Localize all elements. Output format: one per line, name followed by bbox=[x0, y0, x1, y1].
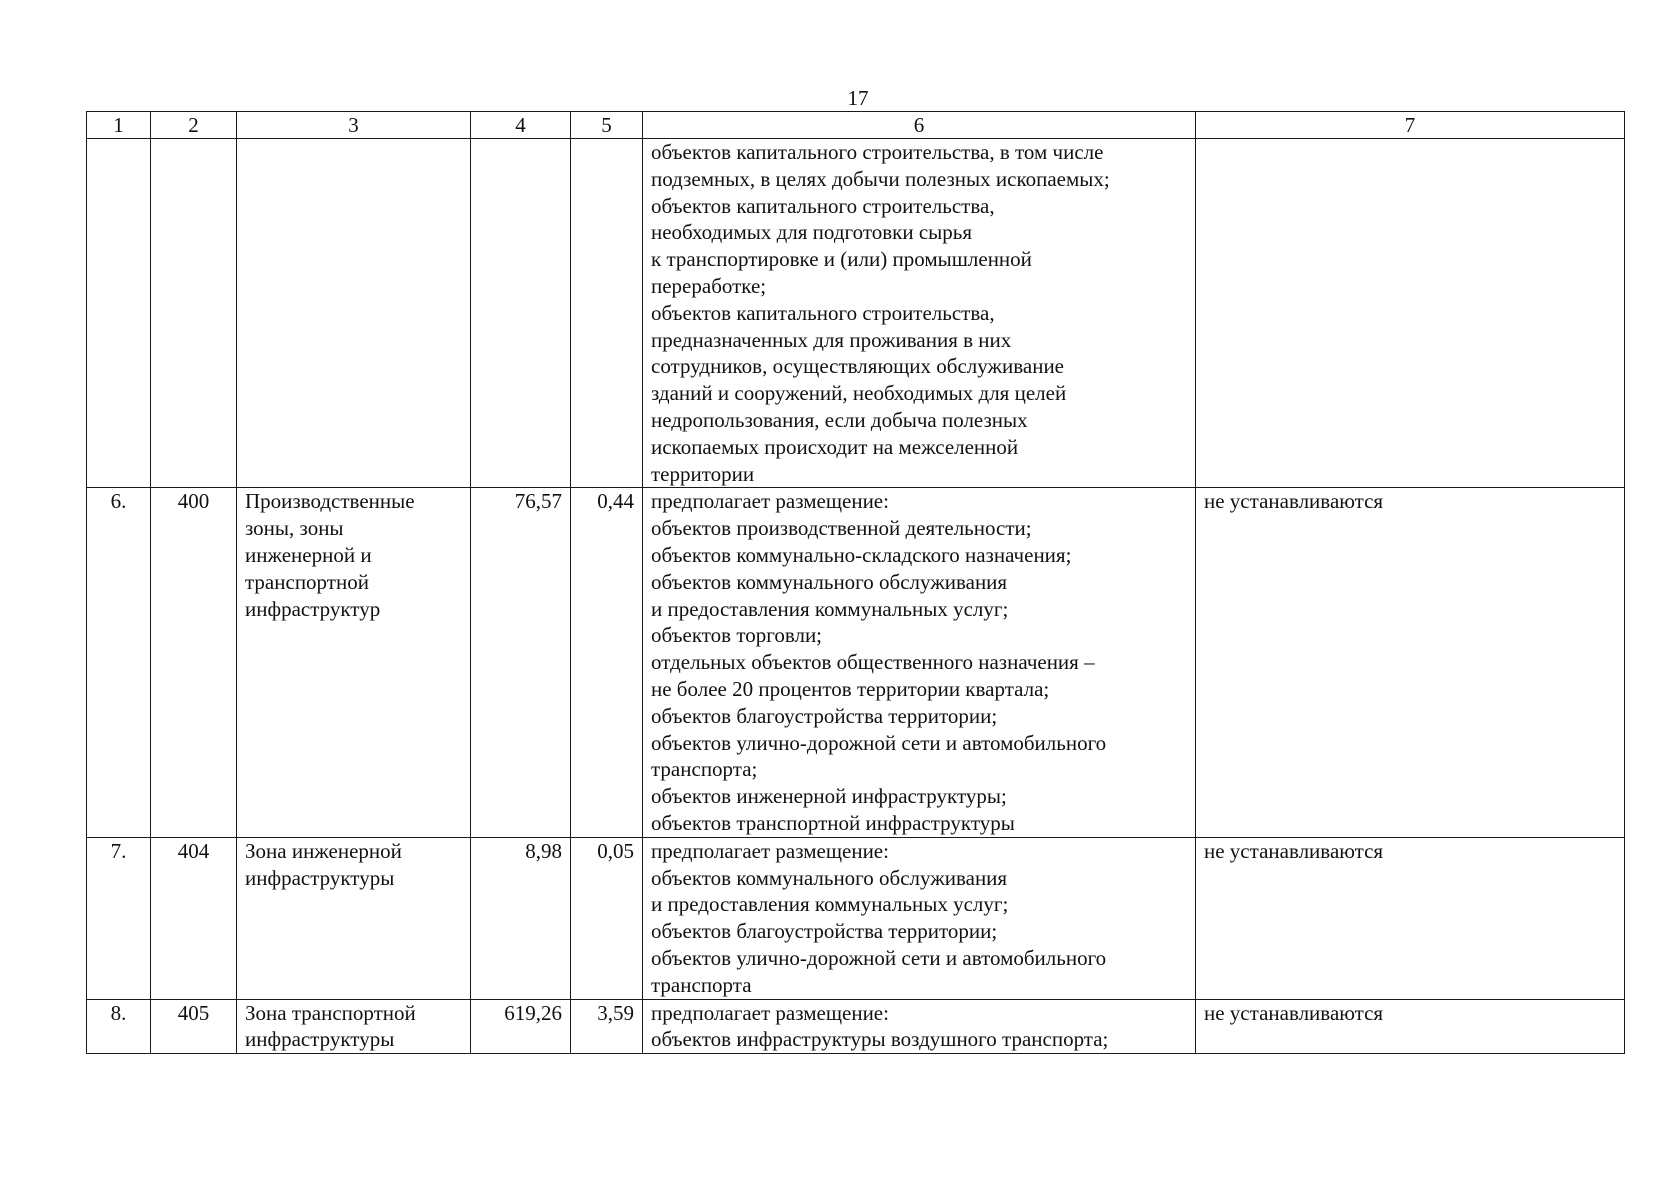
zone-share: 3,59 bbox=[571, 999, 643, 1054]
zone-code: 405 bbox=[151, 999, 237, 1054]
zone-description-line: объектов транспортной инфраструктуры bbox=[651, 810, 1015, 835]
table-row bbox=[87, 139, 1625, 488]
zone-description-line: подземных, в целях добычи полезных ископаемых; bbox=[651, 166, 1110, 191]
zone-description-line: объектов производственной деятельности; bbox=[651, 516, 1032, 541]
zone-description-line: сотрудников, осуществляющих обслуживание bbox=[651, 354, 1065, 379]
zone-description-line: предполагает размещение: bbox=[651, 489, 889, 514]
zone-description bbox=[643, 488, 1196, 837]
zone-description bbox=[643, 837, 1196, 999]
zone-description-line: предполагает размещение: bbox=[651, 1000, 889, 1025]
zone-description-line: предназначенных для проживания в них bbox=[651, 327, 1012, 352]
zone-name-line: транспортной bbox=[245, 569, 369, 594]
zone-description-line: недропользования, если добыча полезных bbox=[651, 407, 1028, 432]
zone-limits: не устанавливаются bbox=[1196, 999, 1625, 1054]
zone-description-line: территории bbox=[651, 461, 755, 486]
zone-name-line: инженерной и bbox=[245, 542, 372, 567]
column-number: 4 bbox=[471, 112, 571, 139]
row-number: 8. bbox=[87, 999, 151, 1054]
column-number: 7 bbox=[1196, 112, 1625, 139]
zone-description-line: объектов коммунального обслуживания bbox=[651, 865, 1008, 890]
zone-description-line: объектов инженерной инфраструктуры; bbox=[651, 784, 1007, 809]
column-number: 1 bbox=[87, 112, 151, 139]
column-number: 2 bbox=[151, 112, 237, 139]
zone-description bbox=[643, 139, 1196, 488]
zone-description-line: необходимых для подготовки сырья bbox=[651, 220, 972, 245]
zone-name-line: инфраструктур bbox=[245, 596, 381, 621]
table-row bbox=[87, 999, 1625, 1054]
zone-name-line: инфраструктуры bbox=[245, 865, 395, 890]
zone-area: 619,26 bbox=[471, 999, 571, 1054]
column-number: 5 bbox=[571, 112, 643, 139]
zone-name-line: зоны, зоны bbox=[245, 516, 344, 541]
page-number: 17 bbox=[847, 86, 869, 110]
zone-area: 76,57 bbox=[471, 488, 571, 837]
zone-share: 0,05 bbox=[571, 837, 643, 999]
zone-description-line: объектов улично-дорожной сети и автомобильного bbox=[651, 945, 1107, 970]
column-number: 6 bbox=[643, 112, 1196, 139]
table-row bbox=[87, 837, 1625, 999]
zone-description-line: ископаемых происходит на межселенной bbox=[651, 434, 1019, 459]
row-number: 7. bbox=[87, 837, 151, 999]
zone-share: 0,44 bbox=[571, 488, 643, 837]
zone-name-line: Зона инженерной bbox=[245, 838, 402, 863]
zone-description-line: переработке; bbox=[651, 273, 767, 298]
zone-description-line: объектов улично-дорожной сети и автомобильного bbox=[651, 730, 1107, 755]
zone-description-line: объектов благоустройства территории; bbox=[651, 919, 998, 944]
zone-code: 400 bbox=[151, 488, 237, 837]
zone-name bbox=[237, 139, 471, 488]
zone-description-line: объектов капитального строительства, в том числе bbox=[651, 140, 1104, 164]
zone-description-line: транспорта bbox=[651, 972, 752, 997]
zone-description-line: объектов торговли; bbox=[651, 623, 823, 648]
zone-code: 404 bbox=[151, 837, 237, 999]
zone-area: 8,98 bbox=[471, 837, 571, 999]
zone-description-line: зданий и сооружений, необходимых для целей bbox=[651, 381, 1067, 406]
zone-description-line: объектов коммунального обслуживания bbox=[651, 569, 1008, 594]
zone-description-line: предполагает размещение: bbox=[651, 838, 889, 863]
zone-description-line: объектов капитального строительства, bbox=[651, 193, 995, 218]
column-number: 3 bbox=[237, 112, 471, 139]
zone-description-line: не более 20 процентов территории квартала; bbox=[651, 676, 1050, 701]
zone-code bbox=[151, 139, 237, 488]
zone-description-line: к транспортировке и (или) промышленной bbox=[651, 247, 1032, 272]
zone-description-line: транспорта; bbox=[651, 757, 758, 782]
zone-description-line: и предоставления коммунальных услуг; bbox=[651, 892, 1009, 917]
zone-description-line: объектов инфраструктуры воздушного транспорта; bbox=[651, 1027, 1109, 1052]
zone-name-line: Зона транспортной bbox=[245, 1000, 416, 1025]
zone-name bbox=[237, 488, 471, 837]
zone-name-line: Производственные bbox=[245, 489, 415, 514]
zone-area bbox=[471, 139, 571, 488]
row-number: 6. bbox=[87, 488, 151, 837]
row-number bbox=[87, 139, 151, 488]
zones-table bbox=[86, 111, 1625, 1054]
zone-name bbox=[237, 837, 471, 999]
zone-limits bbox=[1196, 139, 1625, 488]
zone-name bbox=[237, 999, 471, 1054]
zone-name-line: инфраструктуры bbox=[245, 1027, 395, 1052]
zone-description bbox=[643, 999, 1196, 1054]
zone-limits: не устанавливаются bbox=[1196, 488, 1625, 837]
zone-description-line: отдельных объектов общественного назначения – bbox=[651, 650, 1095, 675]
zone-share bbox=[571, 139, 643, 488]
zone-description-line: объектов благоустройства территории; bbox=[651, 703, 998, 728]
zone-description-line: объектов капитального строительства, bbox=[651, 300, 995, 325]
zone-description-line: объектов коммунально-складского назначения; bbox=[651, 542, 1072, 567]
zone-description-line: и предоставления коммунальных услуг; bbox=[651, 596, 1009, 621]
column-number-row bbox=[87, 112, 1625, 139]
table-row bbox=[87, 488, 1625, 837]
zone-limits: не устанавливаются bbox=[1196, 837, 1625, 999]
